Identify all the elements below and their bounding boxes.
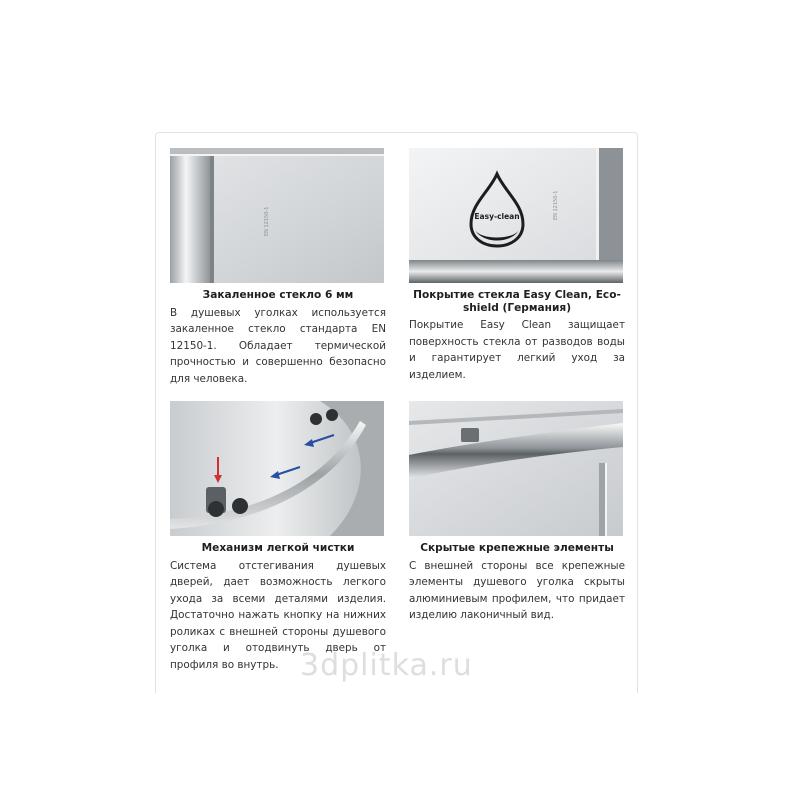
- feature-description: Система отстегивания душевых дверей, дает возможность легкого ухода за всеми деталями изделия. Достаточно нажать кнопку на нижних роликах с внешней стороны душевого уголка и отодвинуть дверь от профиля во внутрь.: [170, 559, 386, 671]
- feature-description: С внешней стороны все крепежные элементы душевого уголка скрыты алюминиевым профилем, что придает изделию лаконичный вид.: [409, 559, 625, 621]
- tempered-glass-photo: [170, 148, 384, 283]
- hidden-fasteners-photo: [409, 401, 623, 536]
- feature-hidden-fasteners: [409, 401, 625, 624]
- features-card: [155, 132, 638, 693]
- feature-easy-cleaning-mechanism: [170, 401, 386, 673]
- feature-tempered-glass: [170, 148, 386, 387]
- glass-stamp-text: EN 12150-1: [264, 206, 270, 236]
- feature-title: Механизм легкой чистки: [201, 542, 355, 554]
- feature-title: Закаленное стекло 6 мм: [202, 289, 354, 301]
- feature-title: Покрытие стекла Easy Clean, Eco-shield (Германия): [413, 289, 621, 314]
- roller-mechanism-photo: [170, 401, 384, 536]
- feature-easy-clean: [409, 148, 625, 383]
- easy-clean-photo: [409, 148, 623, 283]
- easy-clean-label: Easy-clean: [474, 212, 520, 221]
- feature-title: Скрытые крепежные элементы: [420, 542, 614, 554]
- watermark: 3dplitka.ru: [300, 648, 473, 683]
- feature-description: В душевых уголках используется закаленное стекло стандарта EN 12150-1. Обладает термической прочностью и совершенно безопасно для человека.: [170, 306, 386, 385]
- glass-stamp-text: EN 12150-1: [553, 190, 559, 220]
- feature-description: Покрытие Easy Clean защищает поверхность стекла от разводов воды и гарантирует легкий уход за изделием.: [409, 319, 625, 381]
